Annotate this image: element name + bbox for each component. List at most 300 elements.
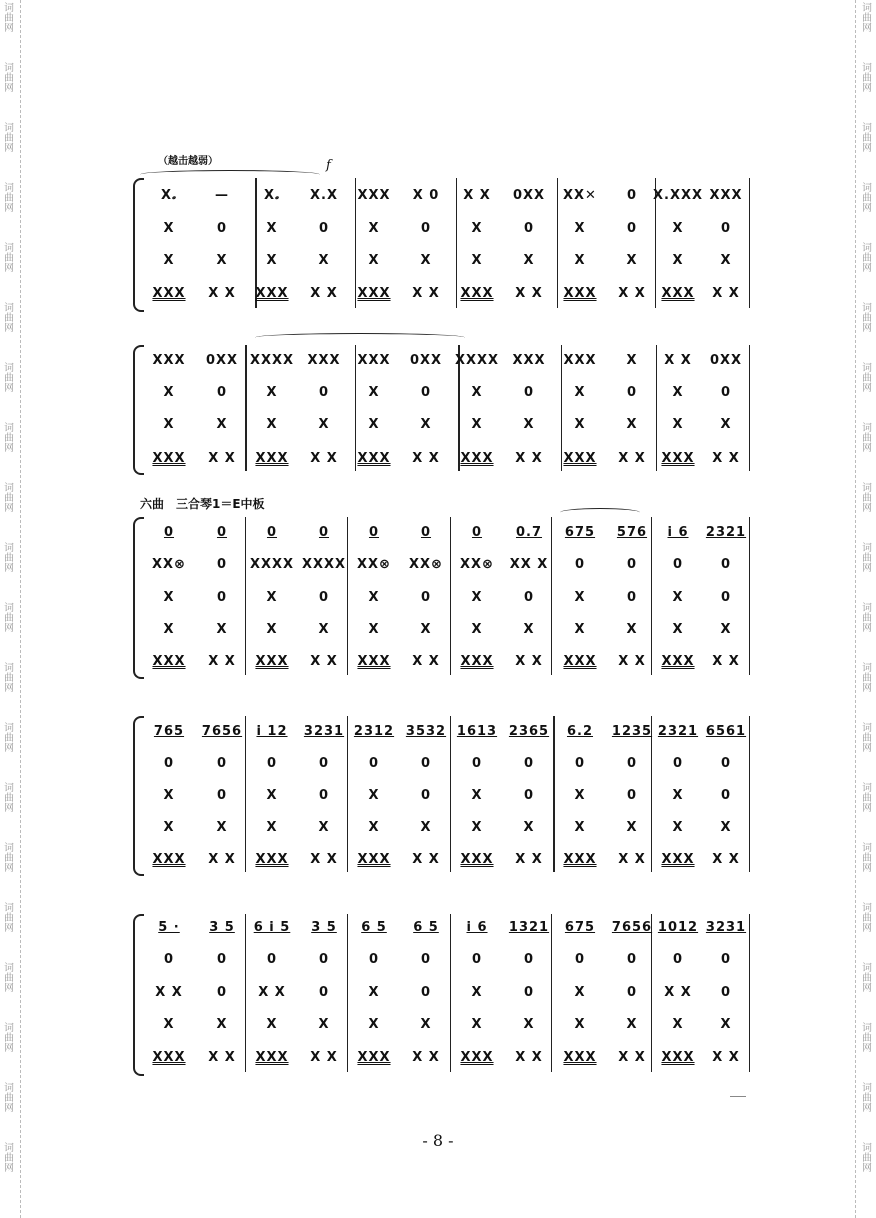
score-system: [133, 914, 750, 1072]
score-cell: XXX: [357, 451, 391, 466]
watermark-glyphs: [2, 4, 16, 34]
watermark-char: 词: [862, 1083, 872, 1094]
watermark-glyphs: [2, 124, 16, 154]
score-cell: X: [574, 385, 586, 400]
score-cell: X: [266, 221, 278, 236]
score-cell: X: [266, 385, 278, 400]
watermark-char: 词: [4, 963, 14, 974]
score-cell: X X: [208, 286, 236, 301]
score-cell: X X: [515, 852, 543, 867]
watermark-char: 网: [862, 383, 872, 394]
score-cell: 0: [574, 557, 586, 572]
score-cell: X: [318, 622, 330, 637]
score-cell: 3 5: [209, 920, 235, 935]
score-cell: 0: [626, 952, 638, 967]
score-cell: XXXX: [454, 353, 500, 368]
score-cell: X X: [712, 1050, 740, 1065]
score-cell: XXX: [357, 353, 391, 368]
score-cell: 0: [720, 385, 732, 400]
watermark-char: 网: [4, 743, 14, 754]
score-cell: XXX: [563, 1050, 597, 1065]
score-cell: XXX: [460, 451, 494, 466]
score-cell: X: [672, 253, 684, 268]
watermark-char: 网: [862, 143, 872, 154]
score-cell: 1235: [611, 724, 653, 739]
watermark-char: 词: [4, 303, 14, 314]
score-cell: XXX: [255, 852, 289, 867]
watermark-char: 网: [4, 983, 14, 994]
score-cell: 0XX: [709, 353, 743, 368]
watermark-glyphs: [860, 364, 874, 394]
watermark-char: 词: [862, 543, 872, 554]
watermark-char: 曲: [4, 493, 14, 504]
score-cell: X: [720, 622, 732, 637]
score-cell: 3532: [405, 724, 447, 739]
score-cell: X X: [258, 985, 286, 1000]
score-cell: X: [523, 622, 535, 637]
score-cell: 0: [216, 590, 228, 605]
watermark-char: 网: [4, 443, 14, 454]
watermark-glyphs: [2, 1024, 16, 1054]
watermark-glyphs: [860, 4, 874, 34]
score-cell: X: [626, 1017, 638, 1032]
score-cell: 0: [420, 221, 432, 236]
score-cell: X: [574, 590, 586, 605]
score-cell: 0: [626, 221, 638, 236]
score-cell: 0: [523, 385, 535, 400]
watermark-glyphs: [2, 484, 16, 514]
score-cell: X: [368, 985, 380, 1000]
score-cell: 0: [216, 985, 228, 1000]
score-cell: 0: [672, 952, 684, 967]
score-cell: 0: [216, 221, 228, 236]
score-cell: X: [368, 622, 380, 637]
score-cell: X: [420, 253, 432, 268]
score-cell: XXX: [255, 654, 289, 669]
system-brace: [133, 178, 144, 312]
score-system: [133, 517, 750, 675]
watermark-char: 曲: [4, 1033, 14, 1044]
score-cell: XXX: [563, 852, 597, 867]
score-cell: 6561: [705, 724, 747, 739]
score-cell: 0: [626, 385, 638, 400]
score-cell: 0: [672, 756, 684, 771]
dynamic-marking: f: [326, 158, 331, 173]
score-cell: 0: [626, 590, 638, 605]
score-cell: 0: [163, 756, 175, 771]
watermark-char: 词: [862, 663, 872, 674]
score-cell: XXX: [661, 852, 695, 867]
watermark-char: 词: [4, 423, 14, 434]
score-cell: 6 i 5: [253, 920, 291, 935]
score-cell: 0: [720, 557, 732, 572]
watermark-char: 曲: [862, 133, 872, 144]
score-cell: 0: [574, 952, 586, 967]
score-cell: X X: [208, 1050, 236, 1065]
score-cell: XXX: [563, 451, 597, 466]
score-cell: XXX: [152, 353, 186, 368]
score-cell: X: [720, 820, 732, 835]
watermark-char: 词: [862, 123, 872, 134]
score-cell: X.XXX: [653, 188, 704, 203]
score-cell: X.X: [310, 188, 338, 203]
watermark-char: 网: [862, 1103, 872, 1114]
score-cell: 0: [626, 188, 638, 203]
watermark-char: 网: [4, 1163, 14, 1174]
score-cell: —: [215, 188, 229, 203]
watermark-char: 网: [4, 623, 14, 634]
watermark-char: 词: [4, 1083, 14, 1094]
score-cell: X: [471, 417, 483, 432]
score-cell: i 6: [466, 920, 488, 935]
score-cell: X: [368, 590, 380, 605]
watermark-char: 曲: [4, 433, 14, 444]
watermark-char: 网: [862, 563, 872, 574]
score-cell: X: [216, 417, 228, 432]
score-cell: 6.2: [566, 724, 594, 739]
watermark-char: 曲: [862, 613, 872, 624]
watermark-char: 网: [862, 263, 872, 274]
score-cell: 0: [216, 525, 228, 540]
score-cell: XXX: [152, 451, 186, 466]
score-cell: X: [626, 353, 638, 368]
score-system: [133, 716, 750, 872]
score-cell: 2321: [705, 525, 747, 540]
score-cell: 3 5: [311, 920, 337, 935]
score-cell: X: [523, 253, 535, 268]
watermark-glyphs: [2, 64, 16, 94]
score-cell: X: [163, 590, 175, 605]
score-cell: 0: [420, 756, 432, 771]
score-cell: X: [368, 221, 380, 236]
watermark-char: 网: [4, 863, 14, 874]
watermark-char: 网: [4, 563, 14, 574]
score-cell: X: [523, 1017, 535, 1032]
watermark-char: 网: [862, 863, 872, 874]
score-cell: X: [574, 985, 586, 1000]
watermark-char: 网: [4, 143, 14, 154]
score-cell: 0: [720, 590, 732, 605]
score-cell: 6 5: [413, 920, 439, 935]
watermark-char: 网: [4, 923, 14, 934]
watermark-char: 词: [862, 1143, 872, 1154]
watermark-glyphs: [860, 844, 874, 874]
right-margin-guide: [855, 0, 856, 1218]
score-cell: X: [420, 417, 432, 432]
watermark-char: 曲: [862, 1033, 872, 1044]
watermark-char: 网: [862, 83, 872, 94]
score-cell: XX⊗: [152, 557, 186, 572]
watermark-char: 网: [862, 203, 872, 214]
score-cell: 3231: [303, 724, 345, 739]
watermark-glyphs: [860, 124, 874, 154]
watermark-char: 网: [862, 323, 872, 334]
score-cell: X: [163, 788, 175, 803]
score-cell: X: [471, 820, 483, 835]
score-cell: XXX: [661, 451, 695, 466]
watermark-char: 曲: [4, 973, 14, 984]
watermark-char: 词: [862, 363, 872, 374]
score-cell: X: [471, 590, 483, 605]
watermark-char: 网: [862, 1163, 872, 1174]
score-cell: X: [266, 788, 278, 803]
watermark-char: 网: [4, 803, 14, 814]
score-cell: X𝅗: [160, 188, 178, 203]
watermark-glyphs: [860, 484, 874, 514]
score-cell: 0: [163, 952, 175, 967]
score-cell: 0: [420, 525, 432, 540]
score-cell: 1321: [508, 920, 550, 935]
watermark-char: 词: [862, 723, 872, 734]
score-cell: X: [163, 820, 175, 835]
watermark-char: 词: [862, 783, 872, 794]
watermark-char: 词: [862, 63, 872, 74]
score-cell: XXXX: [249, 353, 295, 368]
score-cell: X X: [618, 654, 646, 669]
score-cell: X: [720, 253, 732, 268]
watermark-char: 曲: [4, 373, 14, 384]
watermark-glyphs: [860, 544, 874, 574]
watermark-char: 词: [862, 3, 872, 14]
score-cell: XXX: [661, 654, 695, 669]
watermark-char: 词: [4, 723, 14, 734]
score-cell: X: [420, 1017, 432, 1032]
score-cell: 0XX: [512, 188, 546, 203]
score-cell: X: [574, 788, 586, 803]
score-cell: i 12: [256, 724, 288, 739]
watermark-char: 网: [862, 23, 872, 34]
score-cell: X: [574, 1017, 586, 1032]
watermark-char: 词: [862, 963, 872, 974]
score-cell: 0: [523, 221, 535, 236]
watermark-glyphs: [860, 664, 874, 694]
watermark-glyphs: [860, 1084, 874, 1114]
score-cell: X X: [664, 985, 692, 1000]
section-heading: 六曲 三合琴1＝E中板: [140, 497, 265, 511]
watermark-char: 词: [4, 363, 14, 374]
system-brace: [133, 517, 144, 679]
score-cell: X: [471, 221, 483, 236]
score-cell: X: [163, 1017, 175, 1032]
score-cell: X: [574, 417, 586, 432]
watermark-char: 曲: [862, 1153, 872, 1164]
watermark-char: 曲: [4, 673, 14, 684]
watermark-glyphs: [2, 184, 16, 214]
score-cell: X: [318, 253, 330, 268]
score-cell: X: [672, 1017, 684, 1032]
watermark-glyphs: [2, 784, 16, 814]
score-cell: 2321: [657, 724, 699, 739]
score-cell: 0: [720, 788, 732, 803]
score-cell: X X: [208, 852, 236, 867]
score-cell: XXX: [357, 654, 391, 669]
score-cell: X X: [412, 852, 440, 867]
watermark-char: 曲: [862, 973, 872, 984]
score-cell: 0: [216, 788, 228, 803]
score-cell: X: [626, 417, 638, 432]
score-cell: X: [626, 820, 638, 835]
watermark-char: 曲: [4, 913, 14, 924]
score-cell: X X: [310, 654, 338, 669]
score-cell: 0: [523, 590, 535, 605]
score-cell: XXXX: [249, 557, 295, 572]
score-cell: 0.7: [515, 525, 543, 540]
score-cell: X: [672, 221, 684, 236]
watermark-char: 曲: [862, 1093, 872, 1104]
score-cell: XXX: [152, 852, 186, 867]
score-cell: X: [471, 385, 483, 400]
score-cell: 0: [720, 952, 732, 967]
score-cell: X: [672, 788, 684, 803]
score-cell: 0XX: [409, 353, 443, 368]
score-cell: 0: [626, 756, 638, 771]
score-cell: 0: [420, 985, 432, 1000]
score-cell: X: [368, 385, 380, 400]
score-cell: 0: [720, 221, 732, 236]
score-cell: X: [368, 820, 380, 835]
score-cell: 0: [318, 952, 330, 967]
watermark-glyphs: [2, 904, 16, 934]
watermark-char: 曲: [4, 553, 14, 564]
score-cell: i 6: [667, 525, 689, 540]
watermark-char: 曲: [862, 253, 872, 264]
score-cell: XX⊗: [357, 557, 391, 572]
score-cell: X X: [712, 654, 740, 669]
score-cell: 0: [523, 952, 535, 967]
score-cell: 0: [523, 788, 535, 803]
score-cell: XXX: [255, 1050, 289, 1065]
score-cell: 675: [564, 525, 596, 540]
watermark-char: 曲: [862, 313, 872, 324]
score-cell: X: [368, 253, 380, 268]
watermark-glyphs: [860, 964, 874, 994]
system-brace: [133, 716, 144, 876]
slur-mark: [140, 170, 320, 179]
watermark-char: 网: [4, 1103, 14, 1114]
score-cell: X: [318, 1017, 330, 1032]
watermark-char: 网: [862, 683, 872, 694]
score-cell: X X: [463, 188, 491, 203]
score-cell: 0: [368, 952, 380, 967]
watermark-glyphs: [860, 244, 874, 274]
score-cell: X X: [712, 852, 740, 867]
watermark-char: 词: [4, 243, 14, 254]
watermark-glyphs: [860, 184, 874, 214]
score-cell: XXX: [357, 286, 391, 301]
score-cell: 765: [153, 724, 185, 739]
score-cell: X X: [412, 451, 440, 466]
watermark-char: 网: [4, 383, 14, 394]
watermark-glyphs: [860, 904, 874, 934]
score-cell: X X: [618, 286, 646, 301]
watermark-char: 词: [862, 423, 872, 434]
left-margin-guide: [20, 0, 21, 1218]
watermark-char: 网: [862, 743, 872, 754]
watermark-glyphs: [2, 424, 16, 454]
watermark-char: 网: [862, 1043, 872, 1054]
watermark-char: 曲: [862, 913, 872, 924]
score-cell: XXX: [460, 852, 494, 867]
watermark-glyphs: [860, 604, 874, 634]
watermark-char: 曲: [862, 733, 872, 744]
score-cell: X X: [310, 1050, 338, 1065]
score-cell: 0: [523, 985, 535, 1000]
score-cell: 0: [420, 590, 432, 605]
watermark-glyphs: [860, 1024, 874, 1054]
score-cell: X: [318, 820, 330, 835]
score-system: [133, 345, 750, 471]
score-cell: 2312: [353, 724, 395, 739]
score-cell: X X: [515, 1050, 543, 1065]
score-cell: X X: [412, 286, 440, 301]
watermark-char: 网: [4, 1043, 14, 1054]
score-cell: X: [672, 590, 684, 605]
score-cell: 0: [672, 557, 684, 572]
watermark-char: 曲: [4, 133, 14, 144]
score-cell: X: [672, 417, 684, 432]
slur-mark: [560, 508, 640, 517]
score-cell: 0: [471, 952, 483, 967]
score-cell: X: [574, 820, 586, 835]
score-cell: XX X: [509, 557, 549, 572]
score-cell: X: [471, 985, 483, 1000]
watermark-glyphs: [2, 844, 16, 874]
watermark-char: 曲: [862, 493, 872, 504]
watermark-char: 曲: [862, 853, 872, 864]
score-cell: 0: [720, 985, 732, 1000]
score-cell: 2365: [508, 724, 550, 739]
watermark-glyphs: [2, 544, 16, 574]
score-cell: 6 5: [361, 920, 387, 935]
score-cell: X: [318, 417, 330, 432]
score-cell: 0: [720, 756, 732, 771]
score-cell: XXX: [563, 286, 597, 301]
score-cell: X: [720, 417, 732, 432]
score-cell: X X: [412, 1050, 440, 1065]
score-cell: 0: [626, 788, 638, 803]
watermark-char: 曲: [862, 433, 872, 444]
watermark-char: 网: [4, 263, 14, 274]
watermark-char: 词: [4, 483, 14, 494]
score-cell: XXX: [152, 654, 186, 669]
watermark-char: 曲: [4, 193, 14, 204]
system-brace: [133, 345, 144, 475]
score-cell: X: [163, 385, 175, 400]
score-cell: 0: [420, 952, 432, 967]
watermark-char: 网: [862, 803, 872, 814]
score-cell: X: [471, 1017, 483, 1032]
watermark-char: 曲: [4, 733, 14, 744]
score-cell: X: [216, 820, 228, 835]
watermark-char: 词: [862, 603, 872, 614]
watermark-char: 词: [4, 543, 14, 554]
watermark-char: 网: [4, 203, 14, 214]
score-cell: X: [368, 788, 380, 803]
score-cell: X X: [515, 286, 543, 301]
score-cell: X X: [310, 286, 338, 301]
watermark-char: 词: [4, 123, 14, 134]
score-cell: 0: [266, 525, 278, 540]
score-cell: X X: [515, 654, 543, 669]
watermark-glyphs: [860, 304, 874, 334]
score-cell: 0: [216, 756, 228, 771]
score-cell: X: [471, 253, 483, 268]
score-cell: X: [216, 253, 228, 268]
watermark-char: 词: [862, 483, 872, 494]
score-cell: XXX: [661, 1050, 695, 1065]
score-cell: 0: [266, 756, 278, 771]
score-cell: 0: [574, 756, 586, 771]
